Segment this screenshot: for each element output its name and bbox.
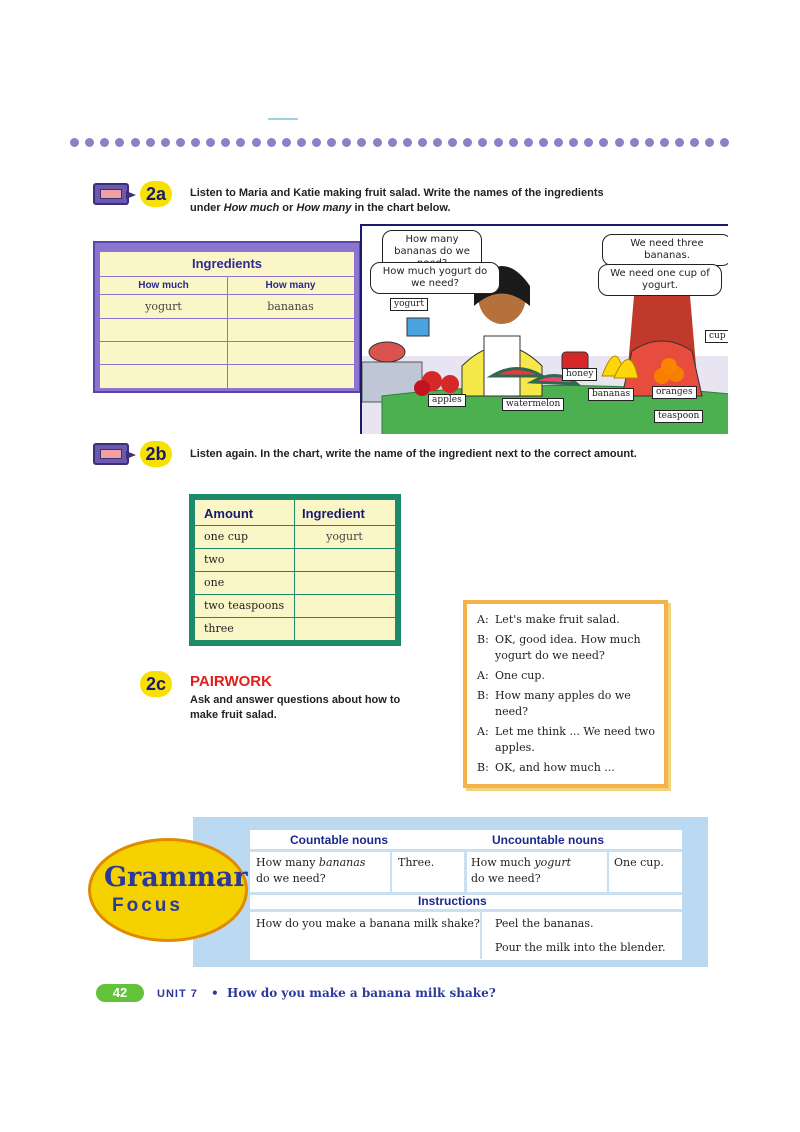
divider-dot xyxy=(509,138,518,147)
amount-row: three xyxy=(204,622,234,635)
table-divider xyxy=(390,849,392,893)
instructions-question: How do you make a banana milk shake? xyxy=(256,917,480,930)
divider-dot xyxy=(342,138,351,147)
divider-dot xyxy=(221,138,230,147)
grammar-focus-title: Grammar xyxy=(104,862,248,893)
divider-dot xyxy=(615,138,624,147)
amount-header: Amount xyxy=(204,506,254,521)
instructions-step-1: Peel the bananas. xyxy=(495,917,594,930)
divider-dot xyxy=(191,138,200,147)
label-teaspoon: teaspoon xyxy=(654,410,703,423)
how-many-answer[interactable]: bananas xyxy=(267,300,314,313)
dialog-line xyxy=(477,632,656,664)
divider-dot xyxy=(312,138,321,147)
dialog-line xyxy=(477,668,656,684)
label-yogurt: yogurt xyxy=(390,298,428,311)
divider-dot xyxy=(569,138,578,147)
chart-rule xyxy=(227,276,228,388)
divider-dot xyxy=(433,138,442,147)
dialog-speaker: A: xyxy=(477,613,489,626)
label-apples: apples xyxy=(428,394,466,407)
divider-dot xyxy=(494,138,503,147)
divider-dot xyxy=(645,138,654,147)
divider-dot xyxy=(660,138,669,147)
amount-row: one xyxy=(204,576,225,589)
instruction-2c: Ask and answer questions about how to make fruit salad. xyxy=(190,694,401,721)
divider-dot xyxy=(267,138,276,147)
chart-rule xyxy=(195,617,395,618)
dialog-line xyxy=(477,612,656,628)
divider-dot xyxy=(70,138,79,147)
chart-rule xyxy=(100,364,354,365)
ingredient-header: Ingredient xyxy=(302,506,365,521)
ingredient-answer[interactable]: yogurt xyxy=(326,530,363,543)
divider-dot xyxy=(675,138,684,147)
label-oranges: oranges xyxy=(652,386,697,399)
divider-dot xyxy=(418,138,427,147)
how-much-answer[interactable]: yogurt xyxy=(145,300,182,313)
amount-chart xyxy=(195,500,395,640)
chart-rule xyxy=(195,594,395,595)
dialog-line xyxy=(477,724,656,756)
amount-row: two teaspoons xyxy=(204,599,285,612)
dialog-speaker: B: xyxy=(477,761,489,774)
grammar-focus-subtitle: Focus xyxy=(112,895,183,916)
table-divider xyxy=(464,849,467,893)
dialog-line xyxy=(477,760,656,776)
divider-dot xyxy=(388,138,397,147)
divider-dot xyxy=(85,138,94,147)
instructions-step-2: Pour the milk into the blender. xyxy=(495,941,666,954)
divider-dot xyxy=(100,138,109,147)
label-cup: cup xyxy=(705,330,728,343)
exercise-number-2c: 2c xyxy=(140,671,172,697)
divider-dot xyxy=(357,138,366,147)
divider-dot xyxy=(161,138,170,147)
how-many-header: How many xyxy=(265,280,316,291)
divider-dot xyxy=(252,138,261,147)
divider-dot xyxy=(176,138,185,147)
instruction-2a: Listen to Maria and Katie making fruit salad. Write the names of the ingredients under How much or How many in the chart below. xyxy=(190,187,604,214)
amount-row: two xyxy=(204,553,225,566)
uncountable-nouns-header: Uncountable nouns xyxy=(492,833,604,847)
table-divider xyxy=(250,909,682,912)
countable-answer: Three. xyxy=(398,856,435,869)
countable-nouns-header: Countable nouns xyxy=(290,833,388,847)
divider-dot xyxy=(584,138,593,147)
divider-dot xyxy=(478,138,487,147)
dialog-speaker: A: xyxy=(477,725,489,738)
amount-row: one cup xyxy=(204,530,248,543)
divider-dot xyxy=(131,138,140,147)
table-divider xyxy=(607,849,609,893)
divider-dot xyxy=(297,138,306,147)
speech-bubble-one-cup: We need one cup of yogurt. xyxy=(598,264,722,296)
how-much-header: How much xyxy=(138,280,189,291)
label-watermelon: watermelon xyxy=(502,398,564,411)
pairwork-title: PAIRWORK xyxy=(190,673,272,690)
divider-dot xyxy=(236,138,245,147)
divider-dot xyxy=(599,138,608,147)
chart-rule xyxy=(100,341,354,342)
ingredients-title: Ingredients xyxy=(191,256,263,271)
divider-dot xyxy=(554,138,563,147)
divider-dot xyxy=(403,138,412,147)
kitchen-illustration xyxy=(360,224,728,434)
sample-dialog xyxy=(463,600,668,788)
dialog-text: One cup. xyxy=(495,669,545,682)
dialog-text: OK, and how much ... xyxy=(495,761,615,774)
dialog-text: How many apples do we need? xyxy=(495,689,631,718)
divider-dot xyxy=(327,138,336,147)
audio-tape-icon xyxy=(93,183,129,205)
instruction-2b: Listen again. In the chart, write the name of the ingredient next to the correct amount. xyxy=(190,448,637,460)
chart-rule xyxy=(100,318,354,319)
divider-dot xyxy=(282,138,291,147)
divider-dot xyxy=(690,138,699,147)
exercise-number-2b: 2b xyxy=(140,441,172,467)
page-number: 42 xyxy=(96,984,144,1002)
divider-dot xyxy=(373,138,382,147)
divider-dot xyxy=(720,138,729,147)
divider-dot xyxy=(630,138,639,147)
top-accent-line xyxy=(268,118,298,120)
chart-rule xyxy=(195,571,395,572)
dialog-text: Let's make fruit salad. xyxy=(495,613,620,626)
dialog-speaker: A: xyxy=(477,669,489,682)
countable-question: How many bananas do we need? xyxy=(256,856,366,885)
speech-bubble-bananas-question: How many bananas do we xyxy=(382,230,482,274)
unit-title: How do you make a banana milk shake? xyxy=(227,986,496,1000)
label-bananas: bananas xyxy=(588,388,634,401)
table-divider xyxy=(480,909,482,959)
label-honey: honey xyxy=(562,368,597,381)
divider-dot xyxy=(524,138,533,147)
speech-bubble-three-bananas: We need three bananas. xyxy=(602,234,728,266)
unit-separator: • xyxy=(211,986,219,1000)
dotted-divider xyxy=(70,138,730,150)
chart-rule xyxy=(195,525,395,526)
uncountable-question: How much yogurt do we need? xyxy=(471,856,572,885)
divider-dot xyxy=(206,138,215,147)
divider-dot xyxy=(539,138,548,147)
exercise-number-2a: 2a xyxy=(140,181,172,207)
unit-label: UNIT 7 xyxy=(157,988,198,1000)
divider-dot xyxy=(705,138,714,147)
divider-dot xyxy=(115,138,124,147)
dialog-text: OK, good idea. How much yogurt do we need? xyxy=(495,633,641,662)
divider-dot xyxy=(463,138,472,147)
divider-dot xyxy=(448,138,457,147)
chart-rule xyxy=(294,500,295,640)
dialog-text: Let me think ... We need two apples. xyxy=(495,725,655,754)
dialog-speaker: B: xyxy=(477,689,489,702)
speech-bubble-yogurt-question: How much yogurt do we need? xyxy=(370,262,500,294)
uncountable-answer: One cup. xyxy=(614,856,664,869)
dialog-line xyxy=(477,688,656,720)
chart-rule xyxy=(195,548,395,549)
divider-dot xyxy=(146,138,155,147)
audio-tape-icon xyxy=(93,443,129,465)
instructions-header: Instructions xyxy=(418,894,487,908)
dialog-speaker: B: xyxy=(477,633,489,646)
